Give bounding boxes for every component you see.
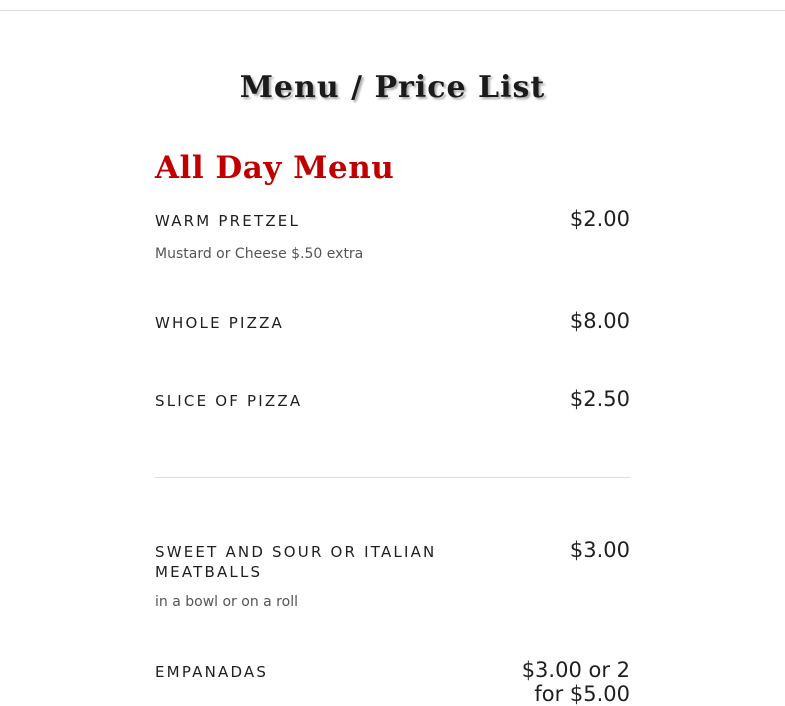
menu-item-price: $2.00 xyxy=(569,207,630,231)
menu-item-price: $3.00 xyxy=(569,538,630,562)
menu-item-price: $2.50 xyxy=(569,387,630,411)
menu-item-name: WHOLE PIZZA xyxy=(155,314,285,332)
menu-item-description: in a bowl or on a roll xyxy=(155,594,298,610)
page-title: Menu / Price List xyxy=(239,70,546,105)
top-divider xyxy=(0,10,785,11)
menu-item-price: $8.00 xyxy=(569,309,630,333)
menu-item-name: WARM PRETZEL xyxy=(155,212,301,230)
menu-item-name: SWEET AND SOUR OR ITALIAN MEATBALLS xyxy=(155,543,437,581)
menu-item-name: SLICE OF PIZZA xyxy=(155,392,303,410)
section-title-all-day-menu: All Day Menu xyxy=(155,150,395,186)
menu-item-description: Mustard or Cheese $.50 extra xyxy=(155,246,364,262)
menu-item-price: $3.00 or 2 for $5.00 xyxy=(521,658,630,706)
section-divider xyxy=(155,477,630,478)
menu-item-name: EMPANADAS xyxy=(155,663,269,681)
